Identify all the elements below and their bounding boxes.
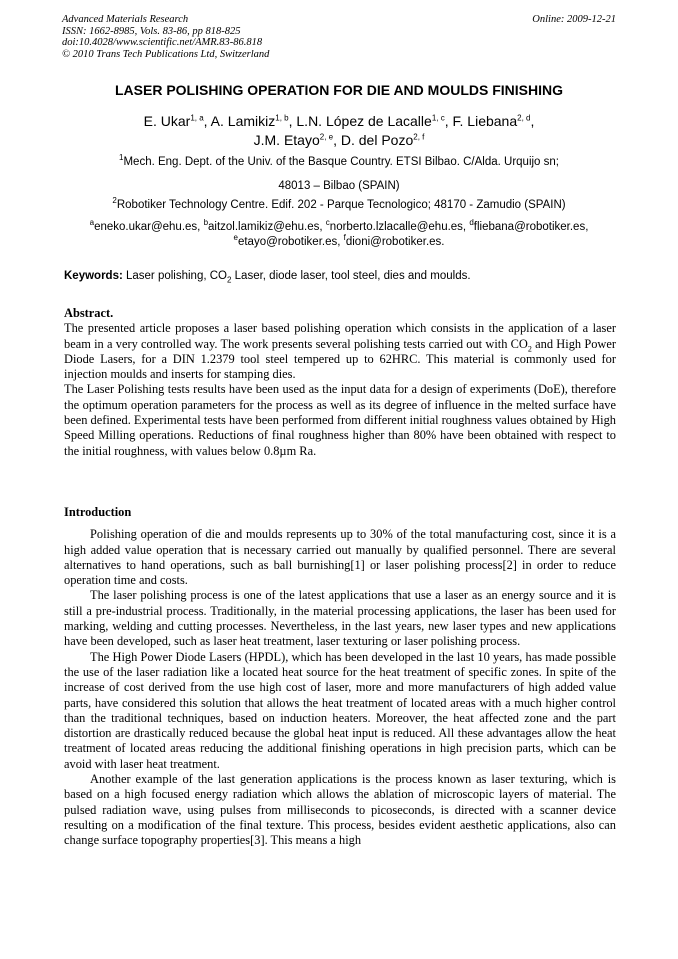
intro-paragraph-4: Another example of the last generation applications is the process known as laser texturing, which is based on a high focused energy radiation which allows the ablation of microscopic layers of material. The pulsed radiation wave, using pulses from milliseconds to picoseconds, is directed with a scanner device resulting on a modification of the final texture. This process, besides evident aesthetic applications, also can change surface topography properties[3]. This means a high: [64, 772, 616, 848]
author-name: E. Ukar: [143, 113, 191, 129]
author-name: , A. Lamikiz: [203, 113, 276, 129]
keywords-text: Laser polishing, CO: [122, 270, 227, 282]
intro-paragraph-2: The laser polishing process is one of the latest applications that use a laser as an energy source and it is still a pre-industrial process. Traditionally, in the material processing applications, the laser has been used for marking, welding and cutting processes. Nevertheless, in the last years, new laser types and new applications have been developed, such as laser heat treatment, laser texturing or laser polishing process.: [64, 588, 616, 649]
email-address: fliebana@robotiker.es,: [473, 221, 589, 233]
author-sup: 1, c: [431, 113, 445, 123]
email-address: aitzol.lamikiz@ehu.es,: [208, 221, 326, 233]
keywords: [64, 270, 616, 285]
email-address: etayo@robotiker.es,: [237, 236, 344, 248]
author-name: , L.N. López de Lacalle: [288, 113, 432, 129]
online-date: Online: 2009-12-21: [532, 14, 616, 25]
affiliation-sup: 1: [119, 153, 124, 163]
email-line-1: [0, 220, 678, 235]
introduction-section: [64, 505, 616, 849]
author-line-1: [0, 112, 678, 131]
affiliation-text: Mech. Eng. Dept. of the Univ. of the Basque Country. ETSI Bilbao. C/Alda. Urquijo sn;: [123, 156, 559, 168]
issn-line: ISSN: 1662-8985, Vols. 83-86, pp 818-825: [62, 25, 241, 37]
abstract-text: The presented article proposes a laser based polishing operation which consists in the application of a laser beam in a very controlled way. The work presents several polishing tests carried out with CO: [64, 321, 616, 351]
author-line-2: [0, 131, 678, 150]
email-sup: e: [233, 233, 238, 243]
author-sup: 1, a: [190, 113, 204, 123]
email-line-2: [0, 235, 678, 250]
abstract-text: and High Power Diode Lasers, for a DIN 1.2379 tool steel tempered up to 62HRC. This material is commonly used for injection moulds and inserts for stamping dies.: [64, 336, 617, 382]
email-sup: a: [89, 218, 95, 228]
email-address: dioni@robotiker.es.: [345, 236, 445, 248]
keywords-label: Keywords:: [64, 270, 123, 282]
email-address: eneko.ukar@ehu.es,: [94, 221, 204, 233]
affiliation-1: [0, 153, 678, 168]
journal-name: Advanced Materials Research: [62, 14, 189, 25]
affiliation-2: [0, 196, 678, 211]
intro-paragraph-3: The High Power Diode Lasers (HPDL), which has been developed in the last 10 years, has made possible the use of the laser radiation like a located heat source for the heat treatment of specific zones. In spite of the increase of cost derived from the use high cost of laser, more and more manufacturers of high added value parts, have considered this solution that allows the heat treatment of located areas with a much higher control than the traditional techniques, based on induction heaters. Moreover, the heat affected zone and the part distortion are drastically reduced because the global heat input is reduced. All these advantages allow the heat treatment of located areas reducing the additional finishing operations in high precision parts, which can be avoid with laser heat treatment.: [64, 649, 616, 771]
journal-header: [62, 14, 616, 60]
keywords-text: Laser, diode laser, tool steel, dies and moulds.: [231, 270, 471, 282]
email-sup: f: [343, 233, 346, 243]
author-name: , D. del Pozo: [333, 132, 414, 148]
author-name: J.M. Etayo: [253, 132, 320, 148]
abstract-section: [64, 306, 616, 459]
affiliation-sup: 2: [112, 196, 117, 206]
abstract-paragraph-1: [64, 321, 616, 382]
author-sup: 2, f: [413, 132, 425, 142]
email-list: [0, 220, 678, 250]
doi-line: doi:10.4028/www.scientific.net/AMR.83-86.818: [62, 37, 263, 48]
email-sup: c: [325, 218, 330, 228]
author-sup: 2, e: [319, 132, 334, 142]
email-sup: b: [203, 218, 209, 228]
affiliation-text: Robotiker Technology Centre. Edif. 202 - Parque Tecnologico; 48170 - Zamudio (SPAIN): [116, 199, 566, 211]
keywords-subscript: 2: [227, 275, 232, 285]
author-separator: ,: [530, 113, 535, 129]
abstract-paragraph-2: The Laser Polishing tests results have been used as the input data for a design of experiments (DoE), therefore the optimum operation parameters for the process as well as its degree of influence in the melted surface have been defined. Experimental tests have been performed from different initial roughness values obtained by High Speed Milling operations. Reductions of final roughness higher than 80% have been obtained with respect to the initial roughness, with values below 0.8µm Ra.: [64, 382, 616, 458]
paper-title: LASER POLISHING OPERATION FOR DIE AND MOULDS FINISHING: [114, 82, 563, 98]
abstract-heading: Abstract.: [64, 306, 114, 320]
email-sup: d: [469, 218, 474, 228]
copyright-line: © 2010 Trans Tech Publications Ltd, Switzerland: [62, 48, 270, 60]
author-sup: 2, d: [517, 113, 531, 123]
abstract-subscript: 2: [527, 344, 532, 354]
author-name: , F. Liebana: [444, 113, 518, 129]
author-sup: 1, b: [275, 113, 289, 123]
author-list: [0, 112, 678, 150]
affiliation-1-city: 48013 – Bilbao (SPAIN): [278, 180, 400, 192]
email-address: norberto.lzlacalle@ehu.es,: [329, 221, 470, 233]
intro-paragraph-1: Polishing operation of die and moulds represents up to 30% of the total manufacturing cost, since it is a high added value operation that is necessary carried out manually by qualified personnel. There are several alternatives to hand operations, such as ball burnishing[1] or laser polishing process[2] in order to reduce operation time and costs.: [64, 527, 616, 588]
introduction-heading: Introduction: [64, 505, 132, 519]
